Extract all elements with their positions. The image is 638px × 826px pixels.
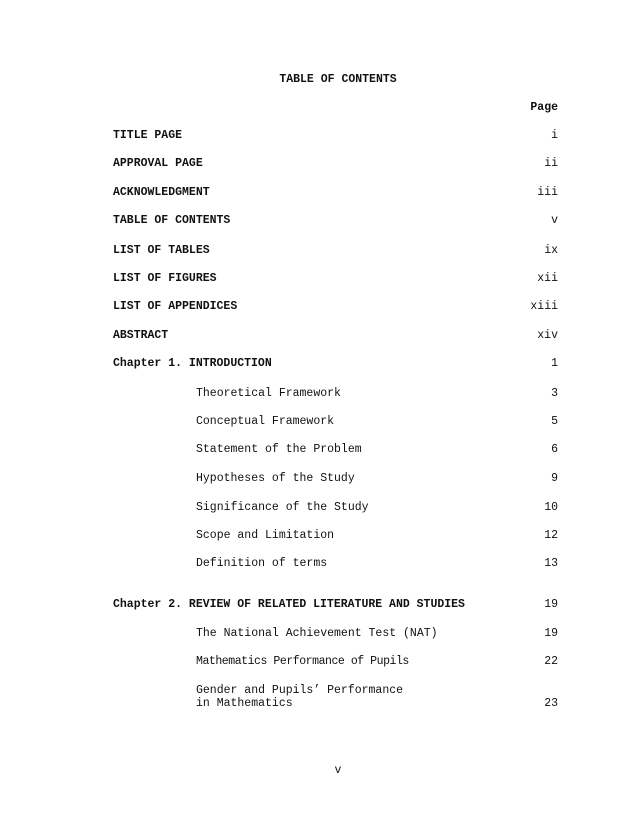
toc-page-number: iii <box>537 186 558 199</box>
toc-section-hypotheses: Hypotheses of the Study <box>196 472 355 485</box>
toc-page-number: 19 <box>544 598 558 611</box>
toc-section-conceptual-framework: Conceptual Framework <box>196 415 335 428</box>
footer-page-number: v <box>334 764 342 777</box>
toc-page-number: 3 <box>551 387 558 400</box>
toc-section-statement-of-problem: Statement of the Problem <box>196 443 362 456</box>
toc-entry-list-of-appendices: LIST OF APPENDICES <box>113 300 238 313</box>
toc-page-number: 19 <box>544 627 558 640</box>
toc-entry-abstract: ABSTRACT <box>113 329 169 342</box>
toc-section-gender-performance-line2: in Mathematics <box>196 697 293 710</box>
toc-page-number: v <box>551 214 558 227</box>
toc-page-number: ii <box>544 157 558 170</box>
toc-chapter-1: Chapter 1. INTRODUCTION <box>113 357 272 370</box>
toc-page-number: 12 <box>544 529 558 542</box>
toc-chapter-2: Chapter 2. REVIEW OF RELATED LITERATURE AND STUDIES <box>113 598 465 611</box>
toc-page-number: xiv <box>537 329 558 342</box>
toc-page-number: 10 <box>544 501 558 514</box>
toc-page-number: 6 <box>551 443 558 456</box>
toc-page-number: xiii <box>530 300 558 313</box>
page-column-header: Page <box>530 101 558 114</box>
toc-page-number: 13 <box>544 557 558 570</box>
toc-page-number: 22 <box>544 655 558 668</box>
toc-entry-list-of-figures: LIST OF FIGURES <box>113 272 217 285</box>
toc-page-number: ix <box>544 244 558 257</box>
toc-entry-table-of-contents: TABLE OF CONTENTS <box>113 214 231 227</box>
toc-page-number: 1 <box>551 357 558 370</box>
toc-section-scope-limitation: Scope and Limitation <box>196 529 335 542</box>
toc-section-gender-performance-line1: Gender and Pupils’ Performance <box>196 684 404 697</box>
toc-page-number: i <box>551 129 558 142</box>
toc-section-mathematics-performance: Mathematics Performance of Pupils <box>196 655 409 668</box>
toc-section-definition-of-terms: Definition of terms <box>196 557 328 570</box>
toc-entry-acknowledgment: ACKNOWLEDGMENT <box>113 186 210 199</box>
toc-page-number: 9 <box>551 472 558 485</box>
toc-section-significance: Significance of the Study <box>196 501 369 514</box>
toc-entry-approval-page: APPROVAL PAGE <box>113 157 203 170</box>
toc-entry-list-of-tables: LIST OF TABLES <box>113 244 210 257</box>
toc-page-number: 5 <box>551 415 558 428</box>
toc-entry-title-page: TITLE PAGE <box>113 129 183 142</box>
toc-page-number: 23 <box>544 697 558 710</box>
page-title: TABLE OF CONTENTS <box>279 73 397 86</box>
toc-section-theoretical-framework: Theoretical Framework <box>196 387 341 400</box>
toc-section-national-achievement-test: The National Achievement Test (NAT) <box>196 627 438 640</box>
toc-page-number: xii <box>537 272 558 285</box>
